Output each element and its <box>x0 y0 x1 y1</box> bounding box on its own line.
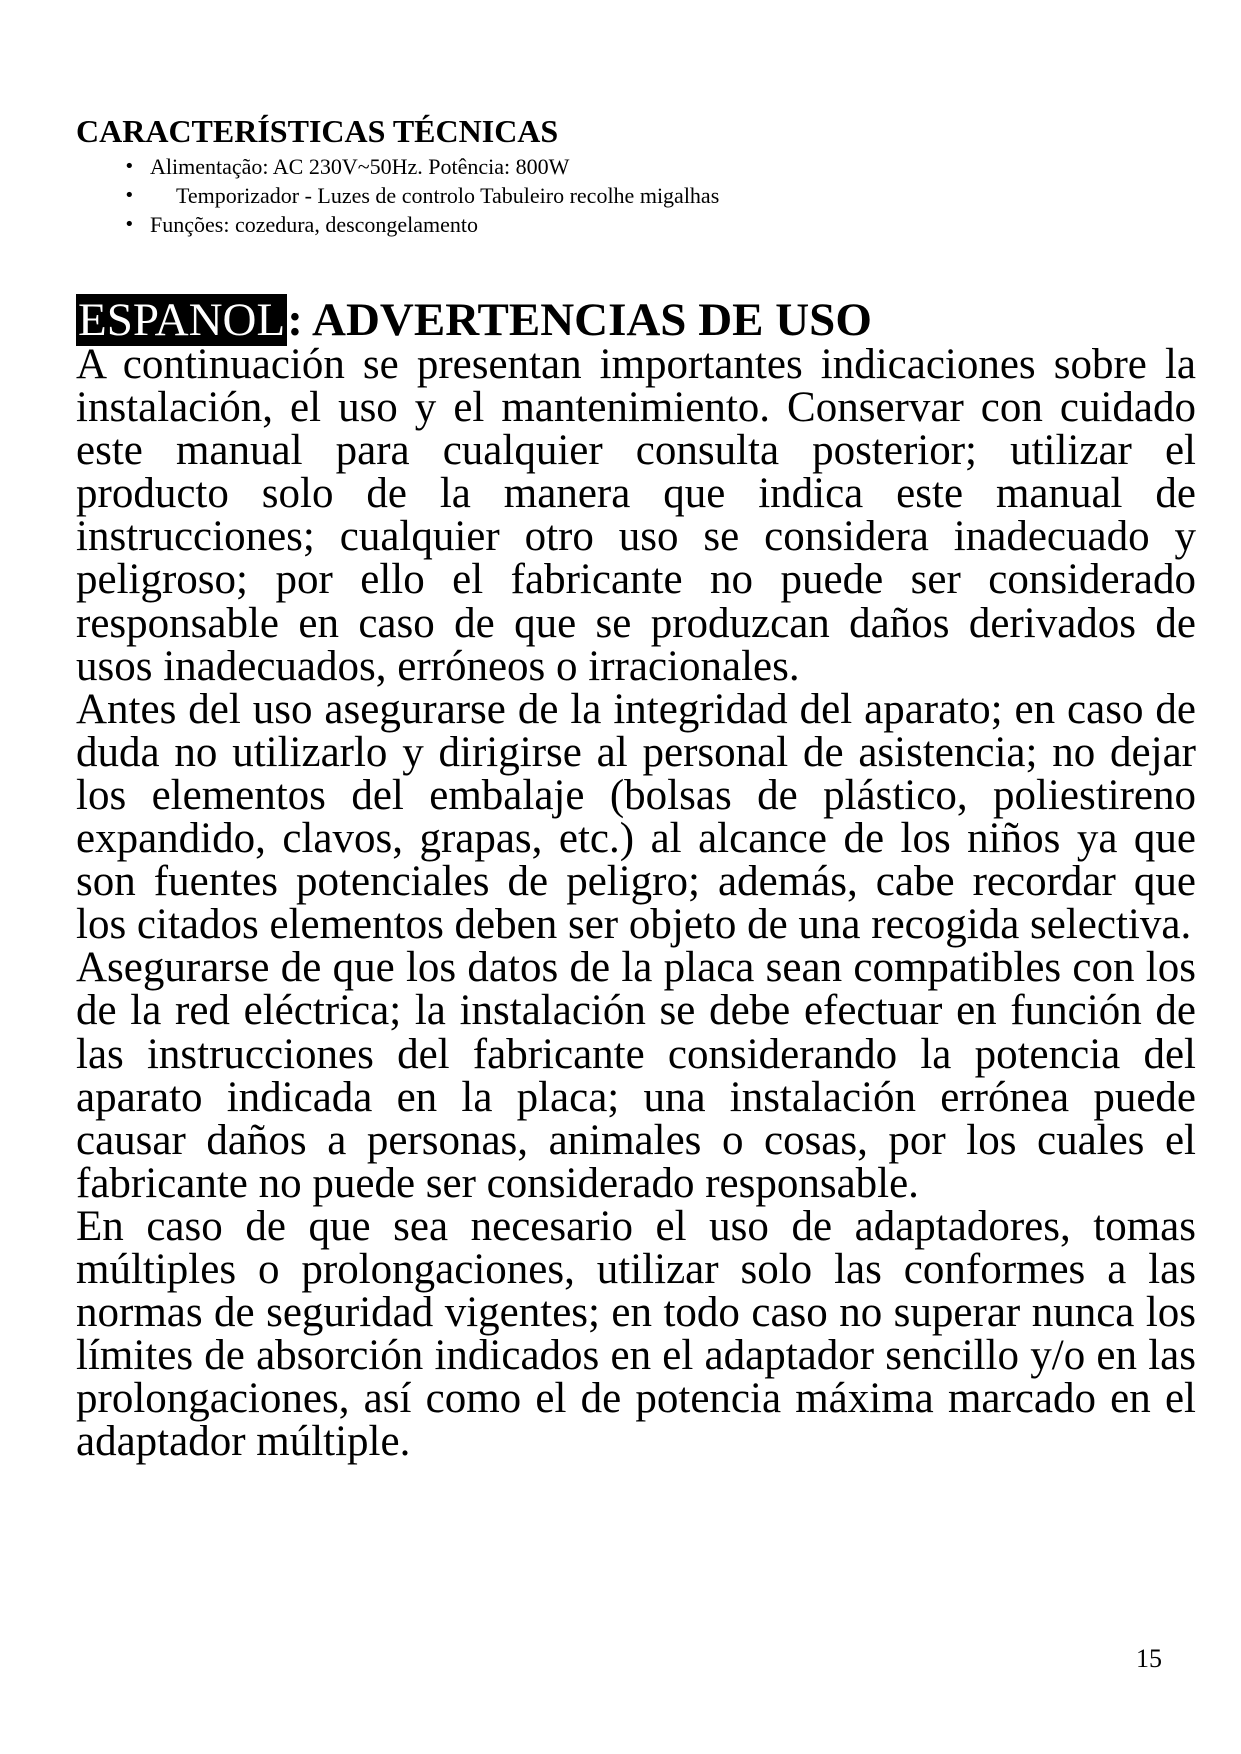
list-item: • Funções: cozedura, descongelamento <box>76 210 719 239</box>
paragraph: En caso de que sea necesario el uso de adaptadores, tomas múltiples o prolongaciones, utilizar solo las conformes a las normas de seguridad vigentes; en todo caso no superar nunca los límites de absorción indicados en el adaptador sencillo y/o en las prolongaciones, así como el de potencia máxima marcado en el adaptador múltiple. <box>76 1202 1196 1466</box>
paragraph: Asegurarse de que los datos de la placa sean compatibles con los de la red eléctrica; la instalación se debe efectuar en función de las instrucciones del fabricante considerando la potencia del aparato indicada en la placa; una instalación errónea puede causar daños a personas, animales o cosas, por los cuales el fabricante no puede ser considerado responsable. <box>76 944 1196 1207</box>
section-title: : ADVERTENCIAS DE USO <box>287 294 872 346</box>
list-item: • Temporizador - Luzes de controlo Tabuleiro recolhe migalhas <box>76 181 719 210</box>
warnings-body <box>76 341 1196 1466</box>
page-number: 15 <box>1136 1644 1162 1673</box>
paragraph: Antes del uso asegurarse de la integridad del aparato; en caso de duda no utilizarlo y dirigirse al personal de asistencia; no dejar los elementos del embalaje (bolsas de plástico, poliestireno expandido, clavos, grapas, etc.) al alcance de los niños ya que son fuentes potenciales de peligro; además, cabe recordar que los citados elementos deben ser objeto de una recogida selectiva. <box>76 685 1196 949</box>
tech-specs-title: CARACTERÍSTICAS TÉCNICAS <box>76 113 559 149</box>
language-badge: ESPANOL <box>78 294 286 346</box>
tech-specs-list <box>76 152 719 239</box>
paragraph: A continuación se presentan importantes indicaciones sobre la instalación, el uso y el mantenimiento. Conservar con cuidado este manual para cualquier consulta posterior; utilizar el producto solo de la manera que indica este manual de instrucciones; cualquier otro uso se considera inadecuado y peligroso; por ello el fabricante no puede ser considerado responsable en caso de que se produzcan daños derivados de usos inadecuados, erróneos o irracionales. <box>76 341 1196 690</box>
list-item: • Alimentação: AC 230V~50Hz. Potência: 800W <box>76 152 719 181</box>
section-heading <box>76 292 872 348</box>
